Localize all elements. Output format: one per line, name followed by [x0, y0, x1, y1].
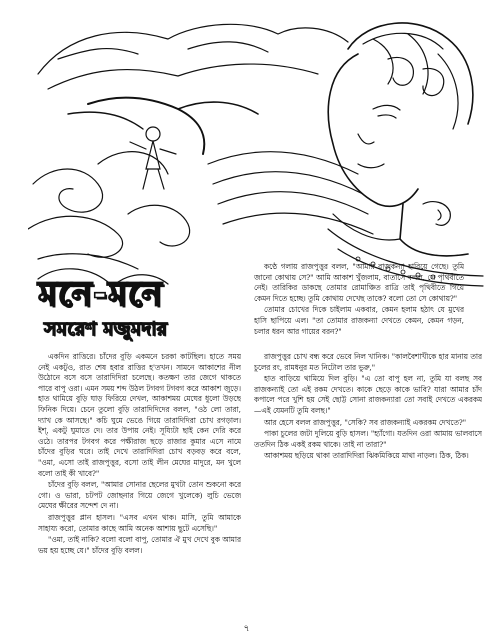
paragraph: তোমার চোখের দিকে চাইলাম একবার, কেমন হলাম হঠাৎ যে মুখের হাসি ছাপিয়ে এল। "তা তোমার রাজকন্যা দেখতে কেমন, কেমন গড়ন, চলার ধরন আর গায়ের বরন?" — [254, 305, 464, 336]
paragraph: রাজপুত্তুর চোখ বন্ধ করে ভেবে নিল খানিক। "কালবৈশাখীকে হার মানায় তার চুলের রং, রামধনুর মত নিটোল তার ভুরু," — [254, 352, 482, 372]
paragraph: পাকা চুলের জটা দুলিয়ে বুড়ি হাসল। "হ্যাঁগো। যতদিন ওরা আমায় ভালবাসে ততদিন ঠিক একই রকম থাকে। তাই না তারা?" — [254, 429, 482, 449]
paragraph: হাত বাড়িয়ে থামিয়ে দিল বুড়ি। "এ তো বাপু হল না, তুমি যা বলছ সব রাজকন্যাই তো এই রকম দেখতে। কাকে ছেড়ে কাকে ভাবি? যারা আমার চাঁদ কপালে পরে খুশি হয় সেই ছোট্ট সোনা রাজকন্যারা তো সবাই দেখতে একরকম—এই যেমনটি তুমি বলছ।" — [254, 374, 482, 415]
story-title-block — [38, 275, 243, 347]
paragraph: একদিন রাত্তিরে। চাঁদের বুড়ি একমনে চরকা কাটছিল। হাতে সময় নেই একটুও, রাত শেষ হবার রাত্তির হ'তখন। সামনে আকাশের নীল উঠোনে বসে বসে তারাদিদিরা চলেছে। কতক্ষণ তার জেগে থাকতে পারে বাপু ওরা। এমন সময় শব্দ উঠল টগবগ টগবগ করে আকাশ জুড়ে। হাত থামিয়ে বুড়ি ঘাড় ফিরিয়ে দেখল, আকাশময় মেঘের ধুলো উড়ছে ফিনিক দিয়ে। চেনে তুলো বুড়ি তারাদিদিদের বলল, "ওঠ লো তারা, দ্যাখ কে আসছে।" কচি ঘুমে ভেঙে গিয়ে তারাদিদিরা চোখ রগড়াল। ইশ্, একটু ঘুমাতে দে। তার উপায় নেই। সূয্যিটা ছাই কেন দেরি করে ওঠে। তারপর টগবগ করে পক্ষীরাজ ছড়ে রাজার কুমার এসে নামে চাঁদের বুড়ির ঘরে। তাই দেখে তারাদিদিরা চোখ বড়বড় করে বলে, "ওমা, এসো তাই রাজপুত্তুর, বসো তাই লীন মেঘের মাদুরে, মন খুলে বলো তাই কী খাবে?" — [38, 352, 241, 478]
right-column-top — [254, 262, 464, 350]
author-name: সমরেশ মজুমদার — [44, 318, 168, 340]
left-column — [38, 352, 241, 614]
paragraph: কণ্ঠে গলায় রাজপুত্তুর বলল, "আমার রাজকন্যা হারিয়ে গেছে। তুমি জানো কোথায় সে?" আমি আকাশ খুঁজলাম, বাতাসে বলল, সে পৃথিবীতে নেই। তারিকির ডাকছে তোমার রোমাঞ্চিত রাত্রি তাই পৃথিবীতে গিয়ে কেমন দিতে হচ্ছে। তুমি কোথায় দেখেছ তাকে? বলো তো সে কোথায়?" — [254, 262, 464, 303]
paragraph: "ওমা, তাই নাকি? বলো বলো বাপু, তোমার ঐ মুখ দেখে বুক আমার ভয় হয় হচ্ছে যে।" চাঁদের বুড়ি বলল। — [38, 535, 241, 555]
paragraph: চাঁদের বুড়ি বলল, "আমার সোনার ছেলের মুখটা তোন শুকনো করে গো। ও ভারা, চটপট জোছনার গিয়ে জেগে খুলেকে) লুচি ভেজে মেঘের ক্ষীরের সন্দেশ দে না। — [38, 480, 241, 511]
page-number: ৭ — [243, 624, 250, 634]
paragraph: আর হেসে বলল রাজপুত্তুর, "সেকি? সব রাজকন্যাই একরকম দেখতে?" — [264, 417, 467, 427]
paragraph: রাজপুত্তুর প্লান হাসল। "এসব এখন থাক। মাসি, তুমি আমাকে সাহায্য করো, তোমার কাছে আমি অনেক আশায় ছুটে এসেছি।" — [38, 512, 241, 533]
paragraph: আকাশময় ছড়িয়ে থাকা তারাদিদিরা ঝিকমিকিয়ে মাথা নাড়ল। ঠিক, ঠিক। — [264, 451, 469, 461]
story-illustration — [28, 14, 488, 289]
story-title: মনে-মনে — [38, 274, 163, 314]
right-column — [254, 352, 482, 614]
